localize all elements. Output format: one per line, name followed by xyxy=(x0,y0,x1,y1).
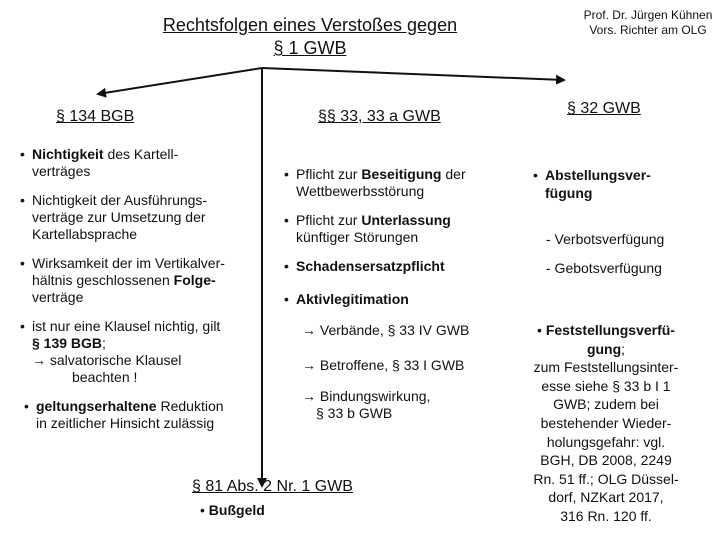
left-item3-line3: verträge xyxy=(32,289,84,305)
right-item2-text-line: bestehender Wieder- xyxy=(540,414,672,431)
middle-arrow-betroffene: → Betroffene, § 33 I GWB xyxy=(302,357,465,373)
right-item2-line1: Feststellungsverfü- xyxy=(545,322,675,338)
bullet: • xyxy=(200,502,205,518)
right-item2-text-line: GWB; zudem bei xyxy=(553,396,659,413)
left-item3-line1: Wirksamkeit der im Vertikalver- xyxy=(32,255,225,271)
title-line-2: § 1 GWB xyxy=(273,38,347,58)
middle-item4-bold: Aktivlegitimation xyxy=(296,291,409,307)
right-item2-text-line: zum Feststellungsinter- xyxy=(533,359,679,376)
bottom-item-bold: Bußgeld xyxy=(208,502,265,518)
left-item5-bold: geltungserhaltene xyxy=(36,398,157,414)
title-line-1: Rechtsfolgen eines Verstoßes gegen xyxy=(162,15,458,35)
middle-item2-line2: künftiger Störungen xyxy=(296,229,419,245)
middle-item1-pre: Pflicht zur xyxy=(296,166,362,182)
middle-item-aktivlegitimation xyxy=(284,291,514,308)
right-item2-text-line: 316 Rn. 120 ff. xyxy=(560,507,652,524)
right-item2-rest: ; xyxy=(621,340,626,357)
middle-arrow-verbaende: → Verbände, § 33 IV GWB xyxy=(302,322,470,338)
right-sub-gebot: - Gebotsverfügung xyxy=(546,260,662,276)
left-item-reduktion xyxy=(24,398,260,432)
middle-item3-bold: Schadensersatzpflicht xyxy=(296,258,445,274)
bullet: • xyxy=(284,166,289,182)
right-item2-text-line: esse siehe § 33 b I 1 xyxy=(541,377,671,394)
left-item-ausfuehrung xyxy=(20,192,260,243)
bullet: • xyxy=(20,146,25,162)
right-item-feststellung xyxy=(496,321,716,526)
left-item2-line1: Nichtigkeit der Ausführungs- xyxy=(32,192,208,208)
middle-item-unterlassung xyxy=(284,212,514,246)
right-item2-text-line: Rn. 51 ff.; OLG Düssel- xyxy=(533,470,679,487)
bottom-heading: § 81 Abs. 2 Nr. 1 GWB xyxy=(192,478,353,495)
left-item-nichtigkeit xyxy=(20,146,260,180)
right-item2-text-line: BGH, DB 2008, 2249 xyxy=(540,452,672,469)
middle-item1-rest: der xyxy=(441,166,466,182)
bullet: • xyxy=(20,192,25,208)
middle-item1-bold: Beseitigung xyxy=(361,166,442,182)
left-item4-line1: ist nur eine Klausel nichtig, gilt xyxy=(32,318,221,334)
left-item3-line2: hältnis geschlossenen xyxy=(32,272,174,288)
right-item-abstellung xyxy=(533,166,713,202)
bullet: • xyxy=(533,167,538,183)
middle-heading: §§ 33, 33 a GWB xyxy=(318,108,441,125)
right-item2-bold: gung xyxy=(586,340,622,357)
left-item-wirksamkeit xyxy=(20,255,260,306)
right-item1-line2: fügung xyxy=(545,185,593,201)
middle-arrow3-line2: § 33 b GWB xyxy=(316,405,393,421)
arrow-right xyxy=(262,68,564,80)
middle-item-beseitigung xyxy=(284,166,514,200)
left-item5-line2: in zeitlicher Hinsicht zulässig xyxy=(36,415,215,431)
middle-arrow-bindung xyxy=(284,388,514,422)
bottom-item-bussgeld xyxy=(200,502,265,519)
bullet: • xyxy=(284,212,289,228)
author-info xyxy=(582,8,714,38)
left-item5-rest: Reduktion xyxy=(156,398,224,414)
right-sub-verbot: - Verbotsverfügung xyxy=(546,231,665,247)
bullet: • xyxy=(284,291,289,307)
bullet: • xyxy=(20,318,25,334)
left-heading: § 134 BGB xyxy=(56,108,135,125)
left-item1-line2: verträges xyxy=(32,163,91,179)
left-item1-rest: des Kartell- xyxy=(103,146,179,162)
middle-item2-pre: Pflicht zur xyxy=(296,212,362,228)
bullet: • xyxy=(284,258,289,274)
right-item2-text-line: dorf, NZKart 2017, xyxy=(548,489,664,506)
left-item-klausel xyxy=(20,318,260,386)
middle-item1-line2: Wettbewerbsstörung xyxy=(296,183,425,199)
author-role: Vors. Richter am OLG xyxy=(589,23,707,37)
page-title xyxy=(130,14,490,60)
right-item2-text-line: holungsgefahr: vgl. xyxy=(546,433,666,450)
left-item2-line2: verträge zur Umsetzung der xyxy=(32,209,206,225)
right-item1-line1: Abstellungsver- xyxy=(545,167,651,183)
right-heading: § 32 GWB xyxy=(567,100,641,117)
middle-item2-bold: Unterlassung xyxy=(361,212,451,228)
middle-column xyxy=(284,166,514,432)
left-item2-line3: Kartellabsprache xyxy=(32,226,138,242)
bullet: • xyxy=(24,398,29,414)
left-item4-line4: beachten ! xyxy=(72,369,138,385)
arrow-left xyxy=(98,68,262,94)
left-column xyxy=(20,146,260,444)
middle-item-schadensersatz xyxy=(284,258,514,275)
left-item4-bold: § 139 BGB xyxy=(32,335,103,351)
left-item3-bold: Folge- xyxy=(173,272,216,288)
left-item4-rest: ; xyxy=(102,335,106,351)
bullet: • xyxy=(537,322,542,338)
bullet: • xyxy=(20,255,25,271)
left-item4-line3: → salvatorische Klausel xyxy=(32,352,182,368)
middle-arrow3-line1: → Bindungswirkung, xyxy=(302,388,431,404)
left-item1-bold: Nichtigkeit xyxy=(32,146,104,162)
author-name: Prof. Dr. Jürgen Kühnen xyxy=(583,8,713,22)
